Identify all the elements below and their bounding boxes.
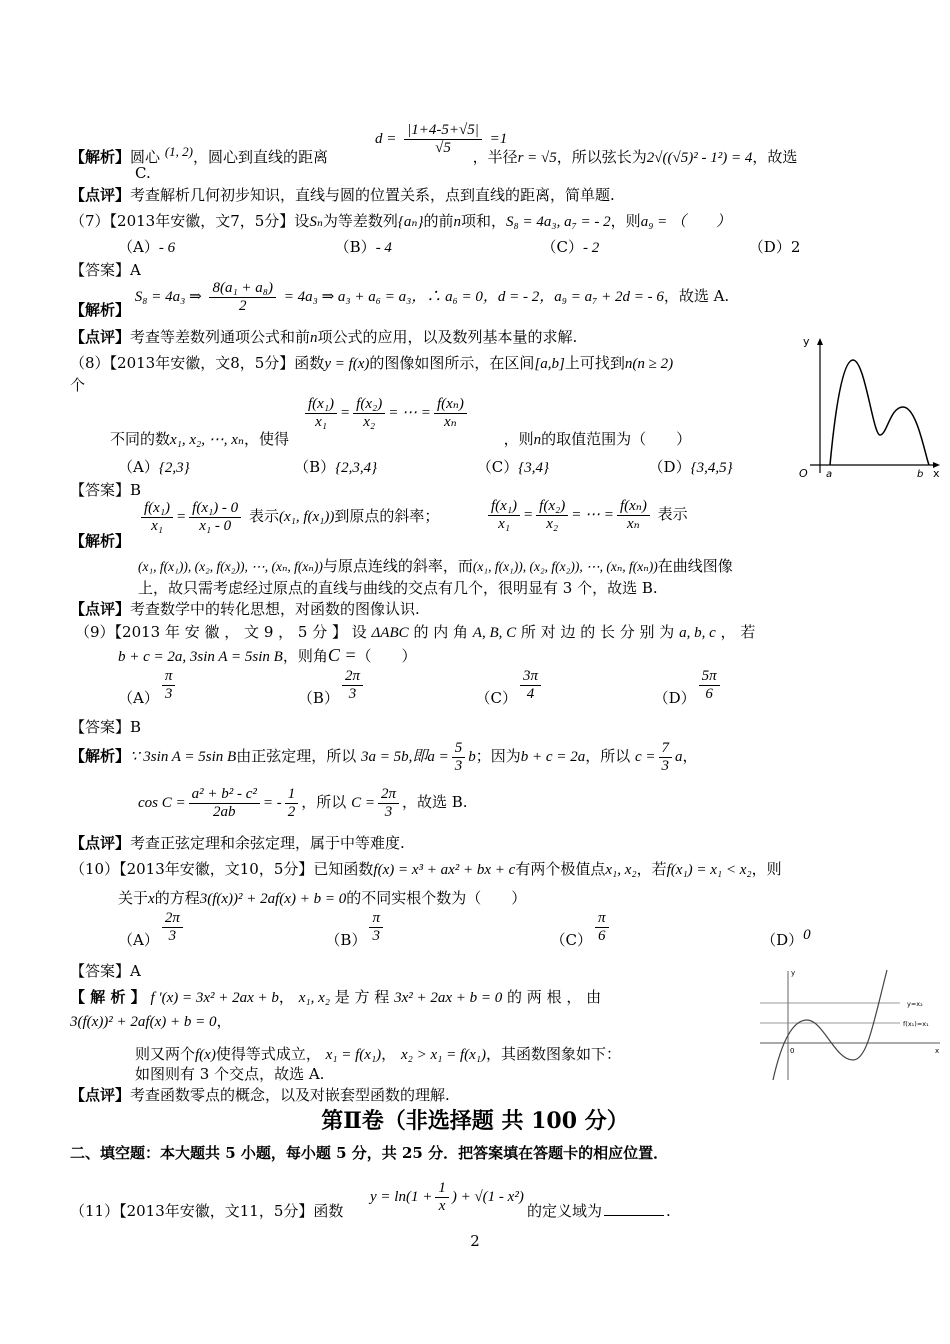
q9-options [118,668,723,708]
q8-an2-f1d: x₁ [498,515,510,532]
q8-an2-f2d: x₂ [546,515,559,532]
q10-graph-line2-label: f(x₁)=x₁ [903,1020,929,1028]
q7-stem-a: （7）【2013年安徽，文7，5分】设 [70,212,310,230]
q10-cond: f(x₁) = x₁ < x₂ [666,862,752,878]
q9-stem-d: ， 若 [720,623,756,641]
q7-stem-b: 为等差数列 [322,212,398,230]
q6-chord: 2√((√5)² - 1²) = 4 [646,150,753,166]
q6-text-e: ，故选 [752,148,798,166]
q10-an-i: 则又两个 [135,1045,196,1063]
q10-option-b[interactable] [325,910,386,949]
q8-stem-c: 上可找到 [564,354,625,372]
q6-text-c: ，半径 [472,148,518,166]
q9-half-frac [285,786,299,820]
q9-an-c-frac [452,740,466,774]
q8-an-text-c: 表示 [657,505,688,523]
q8-fnd: xₙ [444,413,457,430]
q10-option-d[interactable] [761,917,811,949]
q9-half-n: 1 [285,786,299,804]
q10-analysis [70,986,601,1007]
q10-opt-a-frac [162,910,183,944]
q10-stem [70,858,782,879]
q9-option-d[interactable] [653,668,723,707]
q8-comment-label: 【点评】 [70,600,131,618]
q8-xs: x₁, x₂, ⋯, xₙ [170,432,244,448]
q9-stem-c: 所 对 边 的 长 分 别 为 [520,623,675,641]
q10-opt-d-label: （D） [761,931,804,949]
q10-an-n: x₂ > x₁ = f(x₁) [400,1047,486,1063]
q10-an-c: x₁, x₂ [298,990,330,1006]
q8-opt-d-val: {3,4,5} [690,460,733,476]
q8-opt-d-label: （D） [648,458,691,476]
q6-dist-lhs: d = [375,131,397,147]
q7-eq-a: S₈ = 4a₃ ⇒ [134,289,202,305]
q8-an2d: x₁ - 0 [199,517,232,534]
q10-graph [755,965,945,1085]
q9-an-a: ∵ 3sin A = 5sin B [130,749,237,765]
q8-frac-1 [305,396,337,430]
q8-opt-c-val: {3,4} [518,460,549,476]
q8-an2-f1n: f(x₁) [488,498,520,516]
q10-an-f: 的 两 根 ， 由 [507,988,602,1006]
q8-an2-fnd: xₙ [627,515,640,532]
q8-stem [70,352,673,373]
q7-answer: 【答案】A [70,261,141,279]
q10-opt-a-label: （A） [118,931,159,949]
q10-stem-d: ，则 [751,860,782,878]
q8-f1d: x₁ [315,413,327,430]
q10-opt-b-label: （B） [325,931,367,949]
q9-opt-c-n: 3π [520,668,541,686]
q8-an-point: (x₁, f(x₁)) [278,509,335,525]
q11-fx-n: 1 [435,1180,449,1198]
q6-analysis-label: 【解析】 [70,148,131,166]
q8-fnn: f(xₙ) [434,396,467,414]
q9-cos-n: a² + b² - c² [189,786,260,804]
q10-stem-g: 的不同实根个数为（ ） [346,889,527,907]
q6-comment [70,184,615,205]
q8-an-text-a: 表示 [248,507,279,525]
q8-opt-b-label: （B） [294,458,336,476]
q8-dots: = ⋯ = [388,405,431,421]
q10-stem-f: 的方程 [154,889,200,907]
q7-comment-label: 【点评】 [70,328,131,346]
q6-analysis [70,144,797,167]
q7-opt-a-val: - 6 [158,240,176,256]
q8-option-b[interactable] [294,458,377,476]
q8-frac-n [434,396,467,430]
q9-cos-lhs: cos C = [138,795,186,811]
q8-opt-a-label: （A） [118,458,159,476]
q7-opt-c-label: （C） [541,238,583,256]
q8-f2n: f(x₂) [353,396,385,414]
q10-option-c[interactable] [550,910,612,949]
q8-graph-o-label: O [799,467,808,480]
q10-opt-c-d: 6 [598,927,606,944]
q10-comment [70,1084,450,1105]
part2-title: 第Ⅱ卷（非选择题 共 100 分） [321,1108,629,1134]
q10-analysis-line3 [135,1043,621,1064]
q8-an2-frac-n [617,498,650,532]
q8-eq: = [340,405,351,421]
q6-comment-text: 考查解析几何初步知识，直线与圆的位置关系，点到直线的距离，简单题. [130,186,615,204]
q9-an-c-tail: b [468,749,476,765]
q8-an-text-d: 与原点连线的斜率，而 [322,557,473,575]
q10-graph-y-label: y [791,969,796,977]
q9-an-j: ，故选 B. [401,793,468,811]
q9-stem [75,621,755,642]
q9-opt-c-label: （C） [475,689,518,707]
q8-an1n: f(x₁) [141,500,173,518]
q8-ncond: n(n ≥ 2) [624,356,674,372]
q7-opt-b-val: - 4 [375,240,392,256]
q8-f2d: x₂ [363,413,376,430]
q9-comment [70,832,405,853]
q8-stem-g: ，则 [503,430,534,448]
q10-an-j: f(x) [195,1047,216,1063]
q10-opt-c-frac [595,910,609,944]
q10-an-a: f '(x) = 3x² + 2ax + b [150,990,279,1006]
q9-option-a[interactable] [118,668,178,707]
q7-frac-num: 8(a₁ + a₈) [209,280,276,298]
q9-option-b[interactable] [297,668,366,707]
q8-graph-a-label: a [826,469,833,480]
q8-frac-2 [353,396,385,430]
q9-stem-b: 的 内 角 [413,623,469,641]
q7-cond: S₈ = 4a₃, a₇ = - 2 [506,214,611,230]
q10-comment-label: 【点评】 [70,1086,131,1104]
q8-stem-line2 [110,428,691,449]
q7-stem [70,210,731,231]
q9-analysis [70,740,698,774]
q7-option-c[interactable] [542,238,600,256]
q8-opt-c-label: （C） [476,458,519,476]
q9-opt-a-d: 3 [164,685,173,702]
q10-opt-b-frac [369,910,383,944]
q9-half-d: 2 [287,803,296,820]
q8-opt-b-val: {2,3,4} [335,460,378,476]
q10-an-k: 使得等式成立， [215,1045,321,1063]
q10-analysis-line2 [70,1010,232,1031]
q8-an2-fnn: f(xₙ) [617,498,650,516]
q10-opt-c-n: π [595,910,609,928]
q10-an-d: 是 方 程 [334,988,390,1006]
q9-opt-b-frac [342,668,363,702]
q11-fx-b: ) + √(1 - x²) [451,1189,524,1205]
q10-options [118,910,811,950]
q10-opt-b-n: π [369,910,383,928]
q9-opt-d-label: （D） [653,689,696,707]
q10-stem-a: （10）【2013年安徽，文10，5分】已知函数 [70,860,374,878]
q9-opt-a-n: π [162,668,176,686]
q8-an-eq: = [176,509,187,525]
q10-stem-e: 关于 [118,889,149,907]
q9-an-i: ，所以 [301,793,347,811]
q8-an2-frac-2 [536,498,568,532]
q7-comment-b: 项公式的应用，以及数列基本量的求解. [317,328,578,346]
q8-stem-e: 不同的数 [110,430,171,448]
q6-radius: r = √5 [517,150,557,166]
q7-opt-b-label: （B） [334,238,376,256]
q10-graph-line1-label: y=x₂ [907,1000,923,1008]
q9-an-g-frac [659,740,673,774]
q8-graph-y-label: y [803,335,810,348]
q11-fx-a: y = ln(1 + [370,1189,433,1205]
q10-comment-text: 考查函数零点的概念，以及对嵌套型函数的理解. [130,1086,450,1104]
q6-analysis-tail: C. [135,164,151,182]
q9-comment-label: 【点评】 [70,834,131,852]
q9-c-d: 3 [384,803,393,820]
q6-center: (1, 2) [164,144,193,159]
q9-opt-b-n: 2π [342,668,363,686]
q8-option-c[interactable] [477,458,549,476]
q7-stem-d: 项和， [461,212,507,230]
q9-tri: ΔABC [371,625,409,641]
q9-stem-line2 [118,645,417,666]
q9-an-g-d: 3 [661,757,670,774]
q8-graph-b-label: b [917,469,924,480]
q11-fx-d: x [438,1197,446,1214]
q9-opt-c-frac [520,668,541,702]
q8-option-d[interactable] [649,458,733,476]
q9-answer: 【答案】B [70,718,142,736]
q7-sn: Sₙ [309,214,323,230]
q10-opt-a-n: 2π [162,910,183,928]
q7-comment-n: n [310,330,318,346]
q11-formula [370,1180,524,1214]
q8-an-text-e: 在曲线图像 [657,557,733,575]
q7-analysis-label: 【解析】 [70,301,131,319]
q10-opt-c-label: （C） [550,931,593,949]
q8-an-text-b: 到原点的斜率； [334,507,440,525]
q9-stem-e: ，则角 [282,647,328,665]
q9-an-d: ；因为 [475,747,521,765]
q9-opt-c-d: 4 [526,685,535,702]
q10-fx: f(x) = x³ + ax² + bx + c [373,862,516,878]
q8-option-a[interactable] [118,458,190,476]
q9-comment-text: 考查正弦定理和余弦定理，属于中等难度. [130,834,405,852]
q7-a9: a₉ = （ ） [640,214,732,230]
q9-c-lhs: C = [351,795,375,811]
q10-stem-b: 有两个极值点 [515,860,606,878]
q10-analysis-label: 【 解 析 】 [70,988,146,1006]
q8-opt-a-val: {2,3} [158,460,190,476]
q11-stem-a: （11）【2013年安徽，文11，5分】函数 [70,1202,344,1220]
q10-eqn: 3(f(x))² + 2af(x) + b = 0 [199,891,347,907]
q9-an-h: ， [682,747,698,765]
q8-interval: [a,b] [534,356,565,372]
q8-stem-b: 的图像如图所示，在区间 [369,354,535,372]
q9-opt-d-d: 6 [705,685,713,702]
q8-analysis-frac [138,500,439,534]
q7-stem-e: ，则 [610,212,641,230]
q7-option-b[interactable] [335,238,392,256]
q11-stem-b: 的定义域为 [527,1202,603,1220]
q8-graph [795,335,945,480]
q9-an-f: ，所以 [585,747,631,765]
q6-text-b: ，圆心到直线的距离 [192,148,328,166]
q8-an2-f2n: f(x₂) [536,498,568,516]
q9-angle-c: C = [327,645,357,665]
q8-options [118,456,733,477]
page-number: 2 [470,1232,480,1250]
q6-dist-den: √5 [435,139,451,156]
q11-frac [435,1180,449,1214]
q9-opt-a-frac [162,668,176,702]
q11-stem-tail [527,1200,671,1221]
q8-stem-h: 的取值范围为（ ） [541,430,692,448]
q9-an-g: c = [635,749,656,765]
q8-an2n: f(x₁) - 0 [189,500,241,518]
part2-section-heading: 二、填空题：本大题共 5 小题，每小题 5 分，共 25 分．把答案填在答题卡的相应位置． [70,1144,669,1162]
q8-comment-text: 考查数学中的转化思想，对函数的图像认识. [130,600,420,618]
q9-opt-d-n: 5π [699,668,720,686]
q6-comment-label: 【点评】 [70,186,131,204]
q10-option-a[interactable] [118,910,186,949]
q10-graph-x-label: x [935,1047,940,1055]
q7-comment [70,326,577,347]
q7-opt-c-val: - 2 [582,240,600,256]
q9-an-b: 由正弦定理，所以 [236,747,357,765]
q9-opt-b-d: 3 [348,685,357,702]
q6-dist-eq: =1 [489,131,508,147]
q9-opt-a-label: （A） [118,689,159,707]
q9-an-g-n: 7 [659,740,673,758]
q7-analysis [70,280,729,320]
q6-dist-num: |1+4-5+√5| [404,122,482,140]
q8-ratio-eq [302,396,470,430]
q8-an-frac-2 [189,500,241,534]
q8-an-text-f: 上，故只需考虑经过原点的直线与曲线的交点有几个，很明显有 3 个，故选 B. [138,579,658,597]
q9-an-c: 3a = 5b,即a = [361,749,449,765]
q10-an-b: ， [278,988,294,1006]
q9-c-n: 2π [378,786,399,804]
q7-eq-c: ，∴ a₆ = 0，d = - 2，a₉ = a₇ + 2d = - 6 [411,289,664,305]
q7-opt-a-label: （A） [118,238,159,256]
q7-comment-a: 考查等差数列通项公式和前 [130,328,311,346]
q8-an1d: x₁ [151,517,163,534]
q10-stem-line2 [118,887,526,908]
q8-curve [830,360,929,465]
q7-eq-b: = 4a₃ ⇒ a₃ + a₆ = a₃ [283,289,412,305]
q10-opt-b-d: 3 [372,927,380,944]
q9-opt-d-frac [699,668,720,702]
q8-an-points-2: (x₁, f(x₁)), (x₂, f(x₂)), ⋯, (xₙ, f(xₙ)) [472,559,658,574]
q10-an-h: ， [216,1012,232,1030]
q9-an-e: b + c = 2a [520,749,586,765]
q8-an2-dots: = ⋯ = [571,507,614,523]
q9-stem-f: （ ） [356,647,417,665]
q10-an-m: ， [381,1045,397,1063]
q8-fx: y = f(x) [324,356,370,372]
q8-answer: 【答案】B [70,481,142,499]
q9-cos-d: 2ab [213,803,236,820]
q9-cos-eq: = - [262,795,282,811]
q9-stem-a: （9）【2013 年 安 徽 ， 文 9 ， 5 分 】 设 [75,623,367,641]
q10-stem-c: ，若 [636,860,667,878]
q9-sides: a, b, c [679,625,716,641]
q10-an-g: 3(f(x))² + 2af(x) + b = 0 [70,1014,217,1030]
q6-text-d: ，所以弦长为 [556,148,647,166]
q9-opt-b-label: （B） [297,689,339,707]
q10-curve [773,970,887,1080]
q7-frac-den: 2 [238,297,247,314]
q9-analysis-line2 [138,786,468,820]
q10-opt-a-d: 3 [168,927,177,944]
q8-y-arrow [817,338,823,345]
q8-comment [70,598,420,619]
q10-graph-o-label: 0 [790,1047,795,1055]
q7-option-d[interactable]: （D）2 [748,238,801,256]
q10-answer: 【答案】A [70,962,141,980]
q11-stem-c: . [666,1202,671,1220]
q8-stem-d: 个 [70,376,86,394]
q7-frac [209,280,276,314]
q8-graph-x-label: x [933,467,940,480]
q10-xs: x₁, x₂ [605,862,637,878]
q8-analysis-line2 [138,555,733,576]
q10-an-e: 3x² + 2ax + b = 0 [394,990,503,1006]
q9-an-g-tail: a [675,749,683,765]
q8-an2-eq: = [523,507,534,523]
q8-n: n [533,432,542,448]
q8-analysis-label: 【解析】 [70,532,131,550]
q9-option-c[interactable] [475,668,545,707]
q11-answer-blank[interactable] [604,1215,664,1216]
q7-n: n [453,214,462,230]
q7-option-a[interactable] [118,238,175,256]
q10-an-l: x₁ = f(x₁) [325,1047,382,1063]
q7-options [118,236,800,257]
q9-cond: b + c = 2a, 3sin A = 5sin B [118,649,283,665]
q7-stem-c: 的前 [423,212,454,230]
q8-an-frac-1 [141,500,173,534]
q11-stem [70,1200,343,1221]
q10-an-o: ，其函数图象如下： [486,1045,622,1063]
q6-text-a: 圆心 [130,148,161,166]
q9-cos-frac [189,786,260,820]
q8-an-points: (x₁, f(x₁)), (x₂, f(x₂)), ⋯, (xₙ, f(xₙ)) [138,559,323,574]
q8-stem-a: （8）【2013年安徽，文8，5分】函数 [70,354,325,372]
q8-stem-f: ，使得 [244,430,290,448]
q9-angles: A, B, C [472,625,517,641]
q9-analysis-label: 【解析】 [70,747,131,765]
q10-an-p: 如图则有 3 个交点，故选 A. [135,1065,325,1083]
q8-analysis-frac2 [485,498,688,532]
q9-an-c-n: 5 [452,740,466,758]
q7-an: {aₙ} [397,214,424,230]
q9-an-c-d: 3 [454,757,463,774]
q10-x: x [148,891,155,907]
q9-c-frac [378,786,399,820]
q7-eq-d: ，故选 A. [663,287,730,305]
q10-opt-d-val: 0 [803,927,811,943]
q8-an2-frac-1 [488,498,520,532]
q8-f1n: f(x₁) [305,396,337,414]
